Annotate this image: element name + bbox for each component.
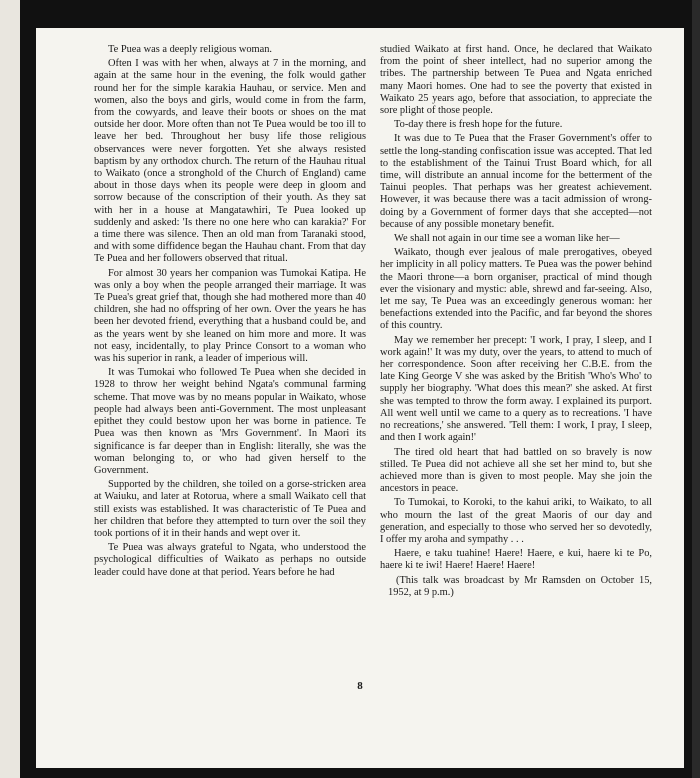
paragraph: It was due to Te Puea that the Fraser Government's offer to settle the long-standing confiscation issue was accepted. That led to the establishment of the Tainui Trust Board which, for all time, will distribute an annual income for the betterment of the Tainui peoples. That perhaps was her greatest achievement. However, it was because there was a tacit admission of wrong-doing by a Government of former days that she accepted—not because of any possible monetary benefit. <box>380 133 652 230</box>
scan-edge-left <box>0 0 20 778</box>
right-column <box>380 44 652 601</box>
paragraph: Waikato, though ever jealous of male prerogatives, obeyed her implicity in all policy matters. Te Puea was the power behind the Maori throne—a born organiser, practical of mind though ever the visionary and mystic: able, shrewd and far-seeing. Also, let me say, Te Puea was an exceedingly generous woman: her benefactions extended into the Pacific, and far beyond the shores of this country. <box>380 247 652 332</box>
paragraph: Supported by the children, she toiled on a gorse-stricken area at Waiuku, and later at Rotorua, where a small Waikato cell that still exists was established. It was characteristic of Te Puea and her children that before they attempted to turn over the soil they took portions of it in their hands and wept over it. <box>94 479 366 539</box>
paragraph: It was Tumokai who followed Te Puea when she decided in 1928 to throw her weight behind Ngata's communal farming scheme. That move was by no means popular in Waikato, whose people had always been anti-Government. The most unpleasant epithet they could bestow upon her was borne in patience. Te Puea was then known as 'Mrs Government'. In Maori its significance is far deeper than in English: literally, she was the woman belonging to, or who had given herself to the Government. <box>94 367 366 476</box>
paragraph: To Tumokai, to Koroki, to the kahui ariki, to Waikato, to all who mourn the last of the great Maoris of our day and generation, and especially to those who served her so devotedly, I offer my aroha and sympathy . . . <box>380 497 652 545</box>
left-column <box>94 44 366 581</box>
paragraph: The tired old heart that had battled on so bravely is now stilled. Te Puea did not achieve all she set her mind to, but she achieved more than is given to most people. May she join the ancestors in peace. <box>380 446 652 495</box>
paragraph: Often I was with her when, always at 7 in the morning, and again at the same hour in the evening, the folk would gather round her for the simple karakia Hauhau, or service. Men and women, also the boys and girls, would come in from the farm, from the cowyards, and leave their boots or shoes on the mat outside her door. More often than not Te Puea would be too ill to leave her bed. Throughout her busy life those religious observances were never forgotten. Yet she always resisted baptism by any orthodox church. The return of the Hauhau ritual to Waikato (once a stronghold of the Church of England) came about in those days when its people were deep in gloom and sorrow because of the conscription of their youth. As they sat with her in a house at Mangatawhiri, Te Puea looked up suddenly and asked: 'Is there no one here who can karakia?' For a time there was silence. Then an old man from Taranaki stood, and with some diffidence began the Hauhau chant. From that day Te Puea and her followers observed that ritual. <box>94 58 366 265</box>
page-number: 8 <box>357 680 363 692</box>
paragraph: For almost 30 years her companion was Tumokai Katipa. He was only a boy when the people arranged their marriage. It was Te Puea's great grief that, though she had mothered more than 40 children, she had no offspring of her own. Over the years he has been her devoted friend, everything that a husband could be, and as the years went by she leaned on him more and more. It was not easy, incidentally, to play Prince Consort to a woman who was his superior in rank, a leader of imperious will. <box>94 267 366 365</box>
paragraph: Te Puea was always grateful to Ngata, who understood the psychological difficulties of Waikato as perhaps no outside leader could have done at that period. Years before he had <box>94 542 366 578</box>
paragraph: We shall not again in our time see a woman like her— <box>394 233 620 245</box>
paragraph: To-day there is fresh hope for the future. <box>394 119 563 131</box>
paragraph: May we remember her precept: 'I work, I pray, I sleep, and I work again!' It was my duty, over the years, to attend to much of her correspondence. Soon after receiving her C.B.E. from the late King George V she was asked by the British 'Who's Who' to supply her biography. 'What does this mean?' she asked. At first she was tempted to throw the form away. I explained its purport. All went well until we came to a query as to recreations. 'I have no recreations,' she answered. 'Tell them: I work, I pray, I sleep, and then I work again!' <box>380 334 652 444</box>
paragraph: studied Waikato at first hand. Once, he declared that Waikato from the point of sheer intellect, had no superior among the tribes. The partnership between Te Puea and Ngata enriched many Maori homes. One had to see the poverty that existed in Waikato 25 years ago, before that association, to appreciate the sore plight of those people. <box>380 44 652 117</box>
paragraph: Haere, e taku tuahine! Haere! Haere, e kui, haere ki te Po, haere ki te iwi! Haere! Haere! Haere! <box>380 548 652 572</box>
scan-edge-right <box>692 0 700 778</box>
broadcast-note: (This talk was broadcast by Mr Ramsden on October 15, 1952, at 9 p.m.) <box>388 574 652 598</box>
document-page <box>36 28 684 768</box>
paragraph: Te Puea was a deeply religious woman. <box>108 44 273 55</box>
